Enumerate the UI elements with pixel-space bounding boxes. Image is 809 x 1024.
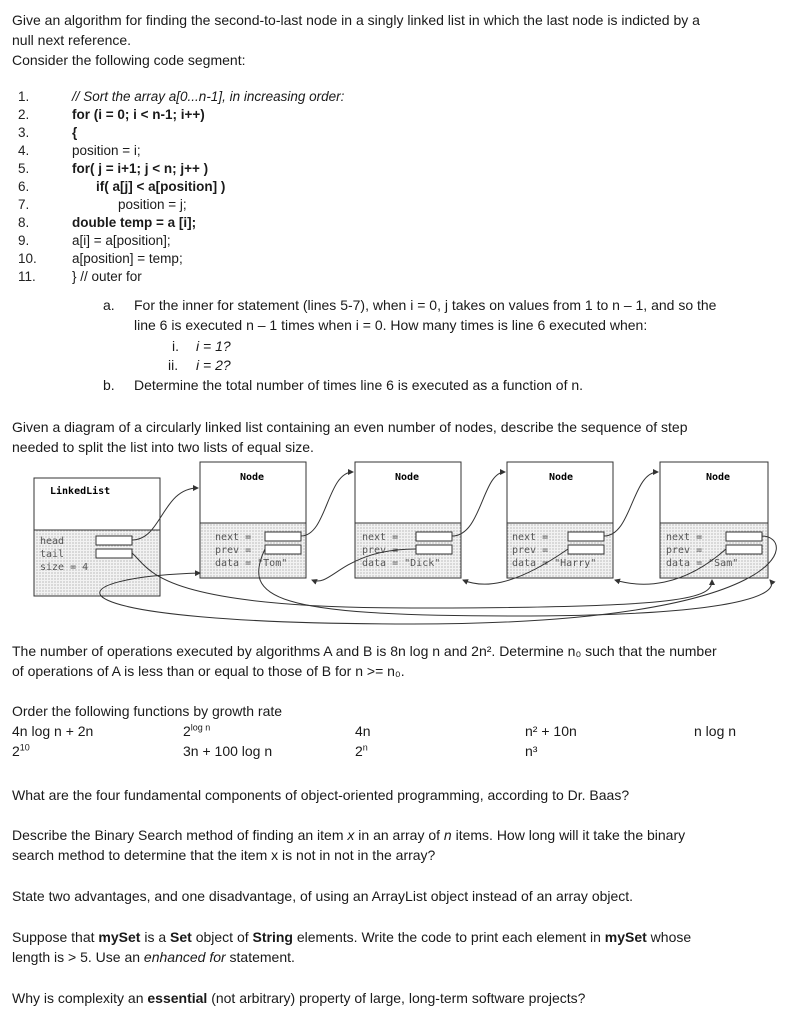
text-run: Set (170, 929, 192, 945)
growth-intro-text: Order the following functions by growth rate (12, 703, 283, 719)
text-run: object of (191, 929, 253, 945)
part-a-line: For the inner for statement (lines 5-7), when i = 0, j takes on values from 1 to n – 1, and so the (134, 297, 717, 313)
question-myset (12, 927, 802, 967)
node-next: next = (215, 532, 252, 543)
node-prev: prev = (362, 545, 399, 556)
function-item: n³ (525, 743, 538, 759)
function-base: 2 (183, 723, 191, 739)
text-run: String (252, 929, 293, 945)
node-title: Node (395, 472, 420, 483)
text-run: in an array of (354, 827, 444, 843)
tail-field: tail (40, 549, 65, 560)
question-line: The number of operations executed by algorithms A and B is 8n log n and 2n². Determine n₀ such that the number (12, 643, 717, 659)
node-sam (660, 462, 768, 578)
node-title: Node (706, 472, 731, 483)
code-text: a[position] = temp; (72, 251, 183, 266)
line-number: 4. (18, 143, 30, 158)
text-run: Why is complexity an (12, 990, 148, 1006)
function-item (12, 741, 30, 761)
function-item: n log n (694, 723, 737, 739)
code-text: double temp = a [i]; (72, 215, 197, 230)
code-text: // Sort the array a[0...n-1], in increasing order: (72, 89, 345, 104)
text-run: items. How long will it take the binary (451, 827, 686, 843)
text-run: mySet (604, 929, 647, 945)
question-line: State two advantages, and one disadvantage, of using an ArrayList object instead of an array object. (12, 888, 634, 904)
text-run: Describe the Binary Search method of finding an item (12, 827, 348, 843)
question-oop (12, 785, 802, 805)
text-run: length is > 5. Use an (12, 949, 144, 965)
code-text: for (i = 0; i < n-1; i++) (72, 107, 205, 122)
part-b-label: b. (103, 377, 115, 393)
question-line: search method to determine that the item x is not in not in the array? (12, 847, 436, 863)
function-item (355, 741, 368, 761)
question-second-to-last (12, 10, 802, 70)
question-circular-list (12, 417, 802, 457)
line-number: 9. (18, 233, 30, 248)
node-next: next = (666, 532, 703, 543)
size-field: size = 4 (40, 562, 89, 573)
question-line (12, 947, 802, 967)
question-line: What are the four fundamental components of object-oriented programming, according to Dr. Baas? (12, 787, 630, 803)
sub-i-label: i. (172, 338, 179, 354)
question-line (12, 825, 802, 845)
line-number: 5. (18, 161, 30, 176)
function-item: n² + 10n (525, 723, 577, 739)
question-arraylist (12, 886, 802, 906)
code-intro: Consider the following code segment: (12, 52, 246, 68)
text-run: elements. Write the code to print each element in (292, 929, 605, 945)
line-number: 2. (18, 107, 30, 122)
sub-i-text: i = 1? (196, 338, 231, 354)
code-text: position = j; (118, 197, 187, 212)
function-item: 4n (355, 723, 371, 739)
sub-ii-text: i = 2? (196, 357, 231, 373)
question-line (12, 988, 802, 1008)
node-title: Node (240, 472, 265, 483)
line-number: 6. (18, 179, 30, 194)
function-base: 2 (12, 743, 20, 759)
linkedlist-title: LinkedList (50, 486, 111, 497)
code-text: { (72, 125, 78, 140)
function-item: 4n log n + 2n (12, 723, 94, 739)
code-text: position = i; (72, 143, 141, 158)
text-run: essential (147, 990, 208, 1006)
line-number: 11. (18, 269, 36, 284)
node-next: next = (362, 532, 399, 543)
code-text: if( a[j] < a[position] ) (96, 179, 226, 194)
growth-intro (12, 701, 282, 721)
node-tom (200, 462, 306, 578)
head-field: head (40, 536, 65, 547)
text-run: Suppose that (12, 929, 99, 945)
node-data: data = "Dick" (362, 558, 441, 569)
sub-ii-label: ii. (168, 357, 179, 373)
node-harry (507, 462, 613, 578)
text-run: (not arbitrary) property of large, long-term software projects? (207, 990, 586, 1006)
linked-list-diagram (12, 458, 802, 630)
node-prev: prev = (666, 545, 703, 556)
node-prev: prev = (215, 545, 252, 556)
part-a-text (134, 295, 799, 335)
node-dick (355, 462, 461, 578)
line-number: 3. (18, 125, 30, 140)
code-text: } // outer for (72, 269, 142, 284)
line-number: 8. (18, 215, 30, 230)
line-number: 1. (18, 89, 30, 104)
line-number: 7. (18, 197, 30, 212)
question-line (12, 927, 802, 947)
question-line: Given a diagram of a circularly linked list containing an even number of nodes, describe the sequence of step (12, 419, 688, 435)
text-run: is a (140, 929, 171, 945)
function-item: 3n + 100 log n (183, 743, 273, 759)
function-base: 2 (355, 743, 363, 759)
node-data: data = "Sam" (666, 558, 739, 569)
text-run: x (347, 827, 355, 843)
node-data: data = "Tom" (215, 558, 288, 569)
function-exponent: log n (190, 722, 211, 733)
question-line: Give an algorithm for finding the second-to-last node in a singly linked list in which the last node is indicted by a (12, 12, 700, 28)
part-a-label: a. (103, 297, 115, 313)
node-next: next = (512, 532, 549, 543)
node-data: data = "Harry" (512, 558, 597, 569)
text-run: mySet (98, 929, 141, 945)
part-a-line: line 6 is executed n – 1 times when i = 0. How many times is line 6 executed when: (134, 317, 648, 333)
question-line: of operations of A is less than or equal to those of B for n >= n₀. (12, 663, 405, 679)
text-run: statement. (225, 949, 295, 965)
function-exponent: n (362, 742, 368, 753)
code-text: a[i] = a[position]; (72, 233, 171, 248)
node-title: Node (549, 472, 574, 483)
node-prev: prev = (512, 545, 549, 556)
function-item (183, 721, 210, 741)
line-number: 10. (18, 251, 37, 266)
code-text: for( j = i+1; j < n; j++ ) (72, 161, 209, 176)
function-exponent: 10 (19, 742, 30, 753)
text-run: n (443, 827, 452, 843)
part-b-text: Determine the total number of times line 6 is executed as a function of n. (134, 377, 584, 393)
question-binary-search (12, 825, 802, 865)
question-complexity (12, 988, 802, 1008)
question-line: needed to split the list into two lists of equal size. (12, 439, 314, 455)
question-operations (12, 641, 807, 681)
question-line: null next reference. (12, 32, 132, 48)
text-run: whose (646, 929, 692, 945)
linkedlist-box (34, 478, 160, 596)
text-run: enhanced for (143, 949, 226, 965)
